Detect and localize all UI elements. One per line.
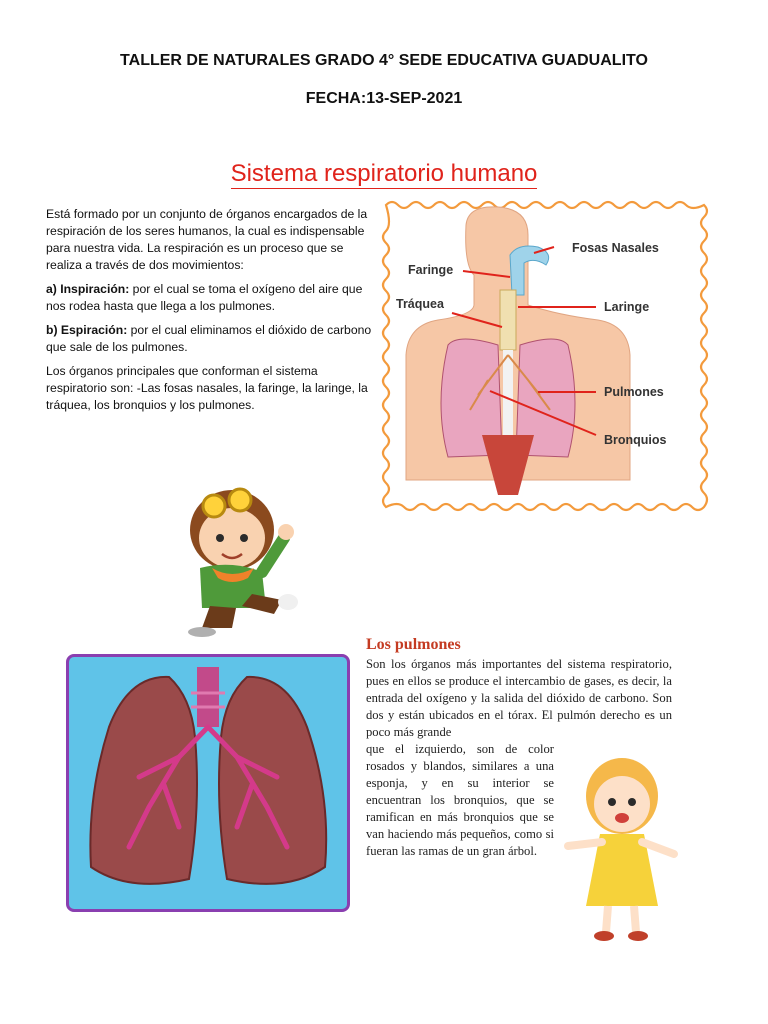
header-title: TALLER DE NATURALES GRADO 4° SEDE EDUCATIVA GUADUALITO	[120, 52, 648, 69]
lungs-image	[66, 654, 350, 912]
girl-illustration	[560, 750, 684, 950]
label-traquea: Tráquea	[396, 297, 444, 311]
intro-paragraph-4: Los órganos principales que conforman el sistema respiratorio son: -Las fosas nasales, la faringe, la laringe, la tráquea, los bronquios y los pulmones.	[46, 364, 368, 412]
header-date: FECHA:13-SEP-2021	[305, 90, 463, 107]
espiracion-label: b) Espiración:	[46, 323, 128, 337]
respiratory-diagram	[378, 195, 712, 515]
page-title-text: Sistema respiratorio humano	[230, 160, 538, 187]
intro-paragraph-1: Está formado por un conjunto de órganos encargados de la respiración de los seres humanos, la cual es indispensable para nuestra vida. La respiración es un proceso que se realiza a través de dos movimientos:	[46, 207, 368, 272]
boy-illustration	[162, 468, 312, 638]
girl-illustration-art	[560, 750, 684, 950]
inspiracion-label: a) Inspiración:	[46, 282, 130, 296]
respiratory-diagram-art	[378, 195, 712, 515]
inspiracion-text: por el cual se toma el oxígeno del aire que nos rodea hasta que llega a los pulmones.	[46, 282, 363, 313]
espiracion-text: por el cual eliminamos el dióxido de carbono que sale de los pulmones.	[46, 323, 372, 354]
pulmones-text-wide: Son los órganos más importantes del sistema respiratorio, pues en ellos se produce el intercambio de gases, es decir, la entrada del oxígeno y la salida del dióxido de carbono. Son dos y están ubicados en el tórax. El pulmón derecho es un poco más grande	[366, 657, 672, 739]
lungs-illustration	[69, 657, 347, 909]
intro-paragraph-3	[46, 322, 372, 356]
label-bronquios: Bronquios	[604, 433, 667, 447]
label-laringe: Laringe	[604, 300, 650, 314]
boy-illustration-art	[162, 468, 312, 638]
label-faringe: Faringe	[408, 263, 454, 277]
intro-paragraph-2	[46, 281, 372, 315]
pulmones-title: Los pulmones	[366, 636, 461, 653]
intro-text	[46, 206, 372, 421]
page-title	[0, 160, 768, 188]
label-pulmones: Pulmones	[604, 385, 664, 399]
label-fosas-nasales: Fosas Nasales	[572, 241, 659, 255]
pulmones-text-narrow: que el izquierdo, son de color rosados y blandos, similares a una esponja, y en su interior se encuentran los bronquios, que se ramifican en más bronquios que se van haciendo más pequeños, como si fueran las ramas de un gran árbol.	[366, 742, 554, 858]
